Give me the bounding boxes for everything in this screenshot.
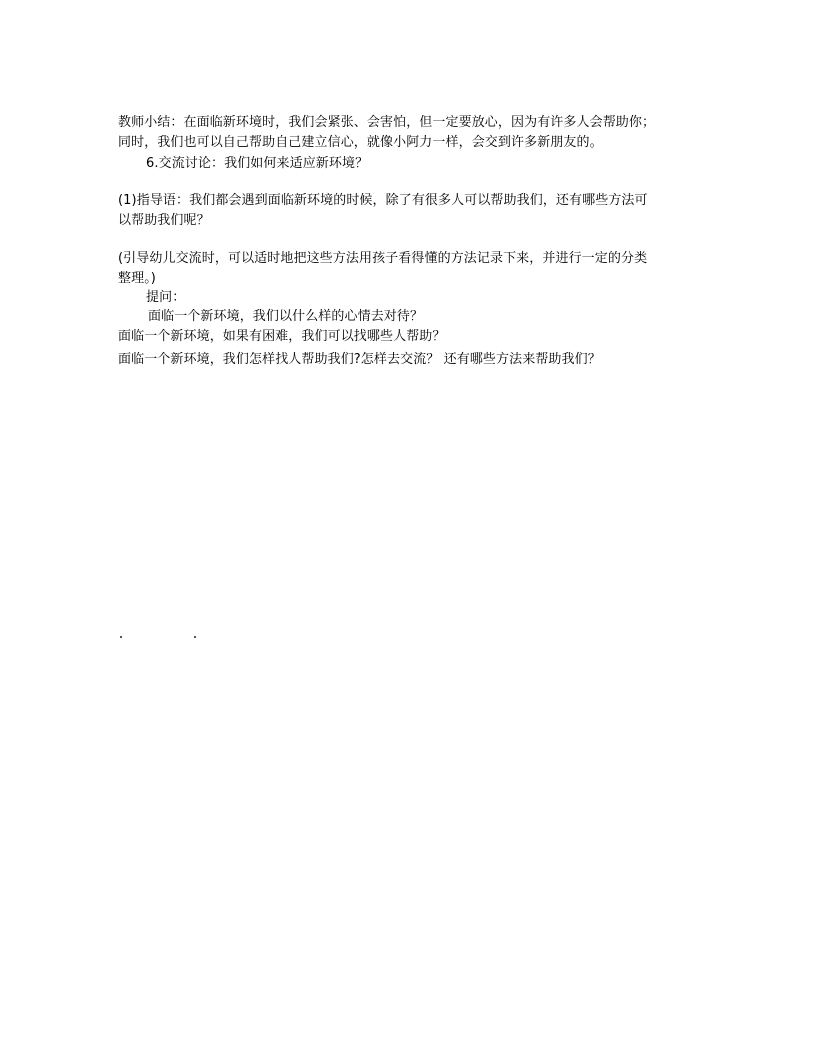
discussion-heading: 6.交流讨论：我们如何来适应新环境？ xyxy=(146,156,369,171)
guidance-line-1: (1)指导语：我们都会遇到面临新环境的时候，除了有很多人可以帮助我们，还有哪些方法可 xyxy=(118,193,648,208)
guidance-line-2: 以帮助我们呢？ xyxy=(118,213,210,228)
question-3: 面临一个新环境，我们怎样找人帮助我们?怎样去交流？ 还有哪些方法来帮助我们？ xyxy=(118,352,601,367)
questions-label: 提问： xyxy=(146,290,186,305)
teacher-summary-line-2: 同时，我们也可以自己帮助自己建立信心，就像小阿力一样，会交到许多新朋友的。 xyxy=(118,135,603,150)
question-2: 面临一个新环境，如果有困难，我们可以找哪些人帮助？ xyxy=(118,329,446,344)
note-line-1: (引导幼儿交流时，可以适时地把这些方法用孩子看得懂的方法记录下来，并进行一定的分类 xyxy=(118,251,648,266)
footer-mark-left xyxy=(120,636,122,638)
question-1: 面临一个新环境，我们以什么样的心情去对待？ xyxy=(148,309,424,324)
footer-mark-right xyxy=(194,636,196,638)
note-line-2: 整理。) xyxy=(118,271,156,286)
teacher-summary-line-1: 教师小结：在面临新环境时，我们会紧张、会害怕，但一定要放心，因为有许多人会帮助你； xyxy=(118,115,656,130)
